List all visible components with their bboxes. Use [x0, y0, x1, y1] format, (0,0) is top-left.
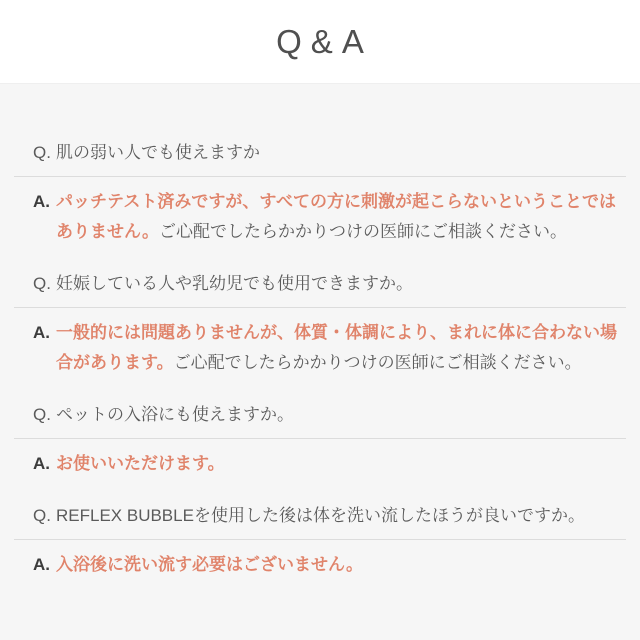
answer-row: [14, 187, 626, 247]
qa-item: [14, 273, 626, 378]
divider: [14, 539, 626, 540]
qa-section: [0, 83, 640, 640]
answer-normal-text: ご心配でしたらかかりつけの医師にご相談ください。: [173, 353, 582, 372]
answer-prefix: A.: [33, 323, 50, 342]
answer-highlight-text: パッチテスト済みですが、すべての方に刺激が起こらないということではありません。: [56, 192, 616, 241]
answer-text: [56, 318, 626, 378]
answer-highlight-text: 入浴後に洗い流す必要はございません。: [56, 555, 364, 574]
divider: [14, 438, 626, 439]
question-row: [14, 142, 626, 164]
question-text: ペットの入浴にも使えますか。: [56, 405, 294, 424]
answer-text: [56, 187, 626, 247]
question-text: REFLEX BUBBLEを使用した後は体を洗い流したほうが良いですか。: [56, 506, 585, 525]
question-row: [14, 505, 626, 527]
qa-item: [14, 404, 626, 479]
answer-prefix: A.: [33, 454, 50, 473]
question-row: [14, 404, 626, 426]
question-prefix: Q.: [33, 405, 51, 424]
question-row: [14, 273, 626, 295]
answer-prefix: A.: [33, 555, 50, 574]
divider: [14, 307, 626, 308]
qa-item: [14, 505, 626, 580]
question-text: 肌の弱い人でも使えますか: [56, 143, 260, 162]
answer-highlight-text: お使いいただけます。: [56, 454, 225, 473]
question-text: 妊娠している人や乳幼児でも使用できますか。: [56, 274, 413, 293]
answer-row: [14, 550, 626, 580]
answer-text: [56, 550, 626, 580]
answer-normal-text: ご心配でしたらかかりつけの医師にご相談ください。: [159, 222, 568, 241]
answer-prefix: A.: [33, 192, 50, 211]
answer-row: [14, 318, 626, 378]
qa-item: [14, 142, 626, 247]
qa-header: [0, 0, 640, 83]
answer-text: [56, 449, 626, 479]
answer-highlight-text: 一般的には問題ありませんが、体質・体調により、まれに体に合わない場合があります。: [56, 323, 617, 372]
question-prefix: Q.: [33, 274, 51, 293]
question-prefix: Q.: [33, 143, 51, 162]
answer-row: [14, 449, 626, 479]
divider: [14, 176, 626, 177]
question-prefix: Q.: [33, 506, 51, 525]
page-title: Q&A: [276, 22, 373, 60]
